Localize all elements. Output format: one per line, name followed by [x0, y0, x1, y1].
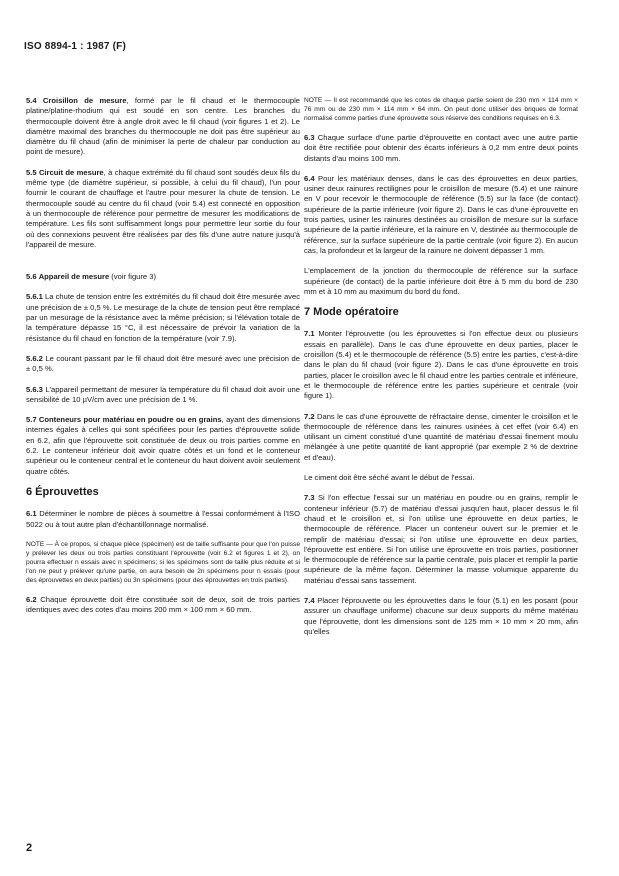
- clause-text: Pour les matériaux denses, dans le cas des éprouvettes en deux parties, usiner deux rainures rectilignes pour le croisillon de mesure (5.4) et une rainure en V pour recevoir le thermocouple de référence (5.5) sur la face (de contact) supérieure de la partie inférieure (voir figure 2). Dans le cas d'une éprouvette en trois parties, usiner les rainures destinées au croisillon de mesure sur la surface supérieure de la partie inférieure, et la rainure en V, destinée au thermocouple de référence, sur la surface supérieure de la partie centrale (voir figure 2). En aucun cas, la profondeur et la largeur de la rainure ne doivent dépasser 1 mm.: [304, 173, 578, 255]
- clause-text: Chaque surface d'une partie d'éprouvette en contact avec une autre partie doit être rectifiée pour obtenir des écarts inférieurs à 0,2 mm entre deux points distants d'au moins 100 mm.: [304, 133, 578, 163]
- clause-number: 5.6.3: [26, 384, 43, 394]
- clause-number: 6.3: [304, 133, 315, 142]
- clause-5-5: [26, 168, 300, 250]
- clause-7-2: [304, 412, 578, 463]
- clause-number: 7.3: [304, 493, 315, 503]
- clause-5-7: [26, 415, 300, 477]
- left-column: [26, 96, 300, 625]
- clause-title: Circuit de mesure: [38, 167, 104, 177]
- clause-6-4: [304, 174, 578, 256]
- clause-5-6-1: [26, 292, 300, 343]
- clause-number: 5.6.2: [26, 353, 43, 363]
- clause-text: , formé par le fil chaud et le thermocouple platine/platine-rhodium qui est soudé en son centre. Les branches du thermocouple doivent être à angle droit avec le fil chaud (voir figures 1 et 2). Le diamètre maximal des branches du thermocouple ne doit pas être supérieur au diamètre du fil chaud (afin de minimiser la perte de chaleur par conduction au point de mesure).: [26, 96, 300, 157]
- page-header: ISO 8894-1 : 1987 (F): [24, 41, 127, 52]
- clause-text: Déterminer le nombre de pièces à soumettre à l'essai conformément à l'ISO 5022 ou à tout autre plan d'échantillonnage normalisé.: [26, 509, 300, 529]
- clause-text: Dans le cas d'une éprouvette de réfractaire dense, cimenter le croisillon et le thermocouple de référence dans les rainures usinées à cet effet (voir 6.4) en utilisant un ciment constitué d'une quantité de matériau d'essai finement moulu mélangée à une petite quantité de liant approprié (par exemple 2 % de dextrine et d'eau).: [304, 411, 578, 462]
- clause-6-1: [26, 509, 300, 530]
- clause-number: 7.2: [304, 411, 315, 421]
- clause-text: (voir figure 3): [109, 272, 157, 282]
- clause-number: 7.1: [304, 329, 315, 339]
- clause-title: Appareil de mesure: [38, 272, 110, 282]
- clause-7-1: [304, 329, 578, 401]
- clause-title: Conteneurs pour matériau en poudre ou en grains: [38, 415, 222, 425]
- clause-number: 6.4: [304, 173, 315, 183]
- clause-text: Placer l'éprouvette ou les éprouvettes dans le four (5.1) en les posant (pour assurer un chauffage uniforme) chacune sur deux supports du même matériau que l'éprouvette, dont les dimensions sont de 125 mm × 10 mm × 20 mm, afin qu'elles: [304, 595, 578, 636]
- clause-number: 5.6: [26, 272, 37, 282]
- clause-text: Si l'on effectue l'essai sur un matériau en poudre ou en grains, remplir le conteneur inférieur (5.7) de matériau d'essai jusqu'en haut, placer dessus le fil chaud et le croisillon et, si l'on utilise une éprouvette en deux parties, le thermocouple de référence. Placer un conteneur ouvert sur le premier et le remplir de matériau d'essai; si l'on utilise une éprouvette en deux parties, l'éprouvette est entière. Si l'on utilise une éprouvette en trois parties, positionner le thermocouple de référence sur la partie centrale, puis placer et remplir la partie supérieure de la même façon. Déterminer la masse volumique apparente du matériau d'essai sans tassement.: [304, 493, 578, 585]
- clause-number: 5.6.1: [26, 292, 43, 302]
- page-number: 2: [26, 842, 33, 854]
- clause-number: 7.4: [304, 595, 315, 605]
- clause-7-2-continued: Le ciment doit être séché avant le début de l'essai.: [304, 473, 475, 483]
- clause-number: 5.7: [26, 415, 37, 425]
- clause-5-6-2: [26, 354, 300, 375]
- clause-text: Chaque éprouvette doit être constituée soit de deux, soit de trois parties identiques avec des cotes d'au moins 200 mm × 100 mm × 60 mm.: [26, 594, 300, 615]
- clause-5-4: [26, 96, 300, 158]
- clause-number: 5.5: [26, 167, 37, 177]
- clause-7-4: [304, 596, 578, 637]
- clause-text: Le courant passant par le fil chaud doit être mesuré avec une précision de ± 0,5 %.: [26, 353, 300, 374]
- clause-number: 6.1: [26, 509, 37, 519]
- clause-text: , à chaque extrémité du fil chaud sont soudés deux fils du même type (de diamètre supérieur, si possible, à celui du fil chaud), l'un pour fournir le courant de chauffage et l'autre pour mesurer la chute de tension. Le thermocouple soudé au centre du fil chaud (voir 5.4) est connecté en opposition à un thermocouple de référence pour permettre de mesurer les modifications de température. Les fils sont suffisamment longs pour permettre leur sortie du four où des connexions peuvent être réalisées par des fils d'une autre nature jusqu'à l'appareil de mesure.: [26, 167, 300, 249]
- clause-6-4-continued: L'emplacement de la jonction du thermocouple de référence sur la surface supérieure (de contact) de la partie inférieure doit être à 5 mm du bord de 230 mm et à 10 mm au maximum du bord du fond.: [304, 266, 578, 296]
- clause-text: La chute de tension entre les extrémités du fil chaud doit être mesurée avec une précision de ± 0,5 %. Le mesurage de la chute de tension peut être remplacé par un mesurage de la résistance avec la même précision; si l'élévation totale de la température dépasse 15 °C, il est nécessaire de prévoir la variation de la résistance du fil chaud en fonction de la température (voir 7.9).: [26, 292, 300, 343]
- clause-text: Monter l'éprouvette (ou les éprouvettes si l'on effectue deux ou plusieurs essais en parallèle). Dans le cas d'une éprouvette en deux parties, placer le croisillon (5.4) et le thermocouple de référence (5.5) entre les parties, c'est-à-dire dans le plan du fil chaud (voir figure 2). Dans le cas d'une éprouvette en trois parties, placer le croisillon avec le fil chaud entre les parties centrale et inférieure, et le thermocouple de référence entre les parties supérieure et centrale (voir figure 1).: [304, 329, 578, 401]
- section-heading-6: 6 Éprouvettes: [26, 485, 99, 498]
- clause-7-3: [304, 493, 578, 586]
- section-heading-7: 7 Mode opératoire: [304, 306, 399, 319]
- clause-number: 6.2: [26, 594, 37, 604]
- clause-title: Croisillon de mesure: [42, 96, 127, 105]
- clause-6-2: [26, 595, 300, 616]
- clause-6-3: [304, 133, 578, 164]
- clause-5-6: [26, 272, 300, 282]
- clause-5-6-3: [26, 385, 300, 406]
- note-6-2: NOTE — Il est recommandé que les cotes de chaque partie soient de 230 mm × 114 mm × 76 mm ou de 230 mm × 114 mm × 64 mm. On peut donc utiliser des briques de format normalisé comme parties d'une éprouvette sous réserve des conditions requises en 6.3.: [304, 97, 578, 122]
- clause-text: , ayant des dimensions internes égales à celles qui sont spécifiées pour les parties d'éprouvette solide en 6.2, afin que l'éprouvette soit constituée de deux ou trois parties comme en 6.2. Le conteneur inférieur doit avoir quatre côtés et un fond et le conteneur supérieur ou le conteneur central et le conteneur du haut doivent avoir seulement quatre côtés.: [26, 415, 300, 476]
- clause-text: L'appareil permettant de mesurer la température du fil chaud doit avoir une sensibilité de 10 µV/cm avec une précision de 1 %.: [26, 384, 300, 404]
- clause-number: 5.4: [26, 96, 37, 105]
- note-6-1: NOTE — À ce propos, si chaque pièce (spécimen) est de taille suffisante pour que l'on puisse y prélever les deux ou trois parties constituant l'éprouvette (voir 6.2 et figures 1 et 2), on pourra effectuer n essais avec n spécimens; si les spécimens sont de taille plus réduite et si l'on ne peut y prélever qu'une partie, on aura besoin de 2n spécimens pour n essais (pour des éprouvettes en deux parties) ou 3n spécimens (pour des éprouvettes en trois parties).: [26, 540, 300, 584]
- right-column: [304, 96, 578, 647]
